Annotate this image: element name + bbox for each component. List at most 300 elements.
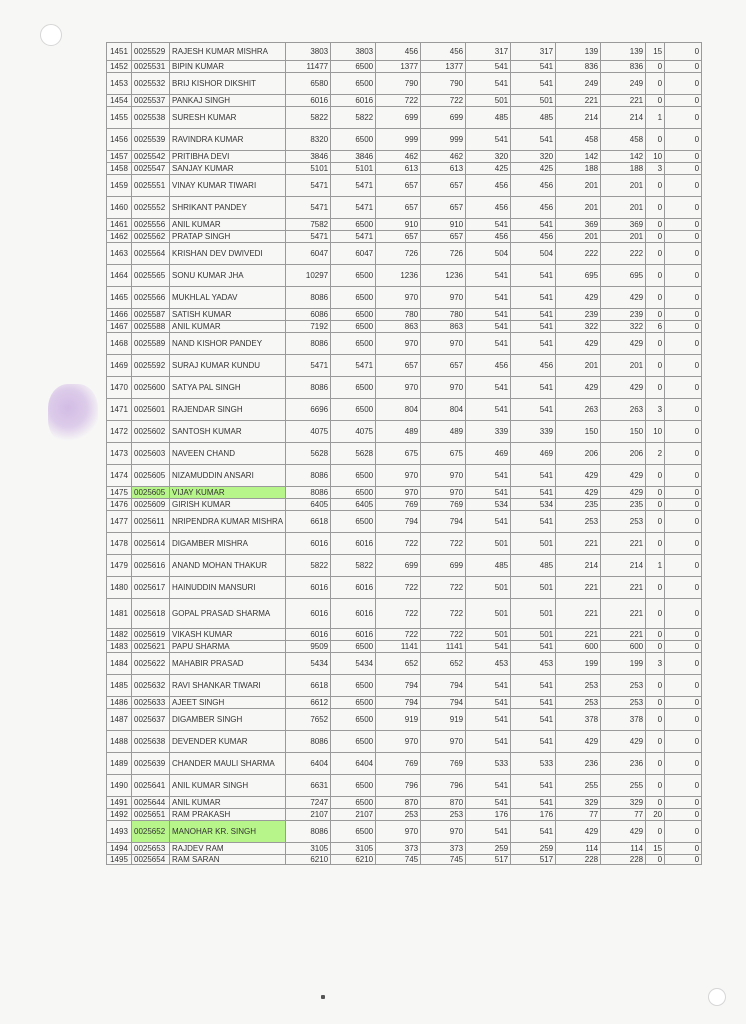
amount-cell: 6500 bbox=[331, 219, 376, 231]
amount-cell: 0 bbox=[646, 599, 665, 629]
amount-cell: 863 bbox=[376, 321, 421, 333]
amount-cell: 453 bbox=[511, 653, 556, 675]
amount-cell: 1 bbox=[646, 555, 665, 577]
employee-id-cell: 0025532 bbox=[132, 73, 170, 95]
amount-cell: 0 bbox=[665, 399, 702, 421]
amount-cell: 6086 bbox=[286, 309, 331, 321]
amount-cell: 6047 bbox=[286, 243, 331, 265]
amount-cell: 699 bbox=[376, 107, 421, 129]
amount-cell: 541 bbox=[466, 775, 511, 797]
amount-cell: 4075 bbox=[331, 421, 376, 443]
amount-cell: 722 bbox=[421, 95, 466, 107]
amount-cell: 2 bbox=[646, 443, 665, 465]
amount-cell: 255 bbox=[556, 775, 601, 797]
amount-cell: 541 bbox=[466, 797, 511, 809]
amount-cell: 0 bbox=[665, 797, 702, 809]
employee-name-cell: VIKASH KUMAR bbox=[170, 629, 286, 641]
amount-cell: 0 bbox=[646, 577, 665, 599]
employee-name-cell: BRIJ KISHOR DIKSHIT bbox=[170, 73, 286, 95]
amount-cell: 3846 bbox=[286, 151, 331, 163]
amount-cell: 462 bbox=[421, 151, 466, 163]
amount-cell: 2107 bbox=[286, 809, 331, 821]
table-row bbox=[107, 355, 702, 377]
table-row bbox=[107, 377, 702, 399]
amount-cell: 0 bbox=[665, 197, 702, 219]
table-row bbox=[107, 287, 702, 309]
amount-cell: 373 bbox=[421, 843, 466, 855]
employee-name-cell: ANIL KUMAR bbox=[170, 797, 286, 809]
amount-cell: 534 bbox=[511, 499, 556, 511]
amount-cell: 10297 bbox=[286, 265, 331, 287]
amount-cell: 317 bbox=[466, 43, 511, 61]
amount-cell: 5471 bbox=[331, 231, 376, 243]
amount-cell: 1236 bbox=[376, 265, 421, 287]
amount-cell: 541 bbox=[466, 287, 511, 309]
amount-cell: 429 bbox=[601, 377, 646, 399]
amount-cell: 114 bbox=[556, 843, 601, 855]
employee-id-cell: 0025562 bbox=[132, 231, 170, 243]
serial-number-cell: 1464 bbox=[107, 265, 132, 287]
amount-cell: 970 bbox=[376, 731, 421, 753]
employee-id-cell: 0025616 bbox=[132, 555, 170, 577]
amount-cell: 790 bbox=[421, 73, 466, 95]
table-row bbox=[107, 753, 702, 775]
employee-id-cell: 0025566 bbox=[132, 287, 170, 309]
employee-name-cell: ANAND MOHAN THAKUR bbox=[170, 555, 286, 577]
amount-cell: 429 bbox=[601, 487, 646, 499]
amount-cell: 769 bbox=[421, 753, 466, 775]
employee-id-cell: 0025565 bbox=[132, 265, 170, 287]
employee-id-cell: 0025622 bbox=[132, 653, 170, 675]
amount-cell: 999 bbox=[376, 129, 421, 151]
employee-id-cell: 0025605 bbox=[132, 487, 170, 499]
amount-cell: 657 bbox=[421, 355, 466, 377]
amount-cell: 541 bbox=[466, 333, 511, 355]
amount-cell: 6500 bbox=[331, 61, 376, 73]
amount-cell: 458 bbox=[556, 129, 601, 151]
employee-name-cell: SURESH KUMAR bbox=[170, 107, 286, 129]
amount-cell: 0 bbox=[665, 499, 702, 511]
serial-number-cell: 1454 bbox=[107, 95, 132, 107]
amount-cell: 6618 bbox=[286, 511, 331, 533]
employee-id-cell: 0025601 bbox=[132, 399, 170, 421]
amount-cell: 790 bbox=[376, 73, 421, 95]
amount-cell: 0 bbox=[646, 95, 665, 107]
amount-cell: 214 bbox=[556, 555, 601, 577]
employee-name-cell: ANIL KUMAR bbox=[170, 219, 286, 231]
serial-number-cell: 1481 bbox=[107, 599, 132, 629]
amount-cell: 863 bbox=[421, 321, 466, 333]
employee-id-cell: 0025587 bbox=[132, 309, 170, 321]
amount-cell: 6500 bbox=[331, 321, 376, 333]
amount-cell: 456 bbox=[511, 175, 556, 197]
amount-cell: 9509 bbox=[286, 641, 331, 653]
employee-name-cell: RAJESH KUMAR MISHRA bbox=[170, 43, 286, 61]
amount-cell: 6500 bbox=[331, 675, 376, 697]
amount-cell: 221 bbox=[556, 629, 601, 641]
amount-cell: 6500 bbox=[331, 309, 376, 321]
amount-cell: 0 bbox=[646, 499, 665, 511]
serial-number-cell: 1478 bbox=[107, 533, 132, 555]
amount-cell: 8320 bbox=[286, 129, 331, 151]
amount-cell: 722 bbox=[376, 599, 421, 629]
employee-name-cell: RAM SARAN bbox=[170, 855, 286, 865]
amount-cell: 870 bbox=[376, 797, 421, 809]
amount-cell: 221 bbox=[601, 577, 646, 599]
employee-id-cell: 0025611 bbox=[132, 511, 170, 533]
amount-cell: 0 bbox=[665, 675, 702, 697]
amount-cell: 456 bbox=[511, 197, 556, 219]
amount-cell: 6016 bbox=[331, 577, 376, 599]
amount-cell: 7652 bbox=[286, 709, 331, 731]
amount-cell: 6 bbox=[646, 321, 665, 333]
amount-cell: 0 bbox=[665, 843, 702, 855]
amount-cell: 5434 bbox=[331, 653, 376, 675]
table-row bbox=[107, 465, 702, 487]
amount-cell: 517 bbox=[511, 855, 556, 865]
amount-cell: 199 bbox=[601, 653, 646, 675]
amount-cell: 0 bbox=[665, 709, 702, 731]
amount-cell: 253 bbox=[601, 511, 646, 533]
table-row bbox=[107, 641, 702, 653]
amount-cell: 0 bbox=[665, 533, 702, 555]
amount-cell: 999 bbox=[421, 129, 466, 151]
amount-cell: 214 bbox=[601, 107, 646, 129]
table-row bbox=[107, 843, 702, 855]
amount-cell: 970 bbox=[421, 487, 466, 499]
table-row bbox=[107, 629, 702, 641]
amount-cell: 613 bbox=[376, 163, 421, 175]
amount-cell: 176 bbox=[466, 809, 511, 821]
amount-cell: 0 bbox=[646, 73, 665, 95]
amount-cell: 699 bbox=[421, 107, 466, 129]
amount-cell: 6618 bbox=[286, 675, 331, 697]
amount-cell: 6500 bbox=[331, 821, 376, 843]
amount-cell: 6016 bbox=[286, 95, 331, 107]
amount-cell: 206 bbox=[556, 443, 601, 465]
amount-cell: 541 bbox=[466, 697, 511, 709]
table-row bbox=[107, 107, 702, 129]
amount-cell: 322 bbox=[556, 321, 601, 333]
amount-cell: 534 bbox=[466, 499, 511, 511]
amount-cell: 263 bbox=[556, 399, 601, 421]
amount-cell: 970 bbox=[421, 287, 466, 309]
amount-cell: 429 bbox=[556, 287, 601, 309]
amount-cell: 796 bbox=[421, 775, 466, 797]
amount-cell: 722 bbox=[421, 599, 466, 629]
table-row bbox=[107, 243, 702, 265]
amount-cell: 1141 bbox=[421, 641, 466, 653]
employee-id-cell: 0025641 bbox=[132, 775, 170, 797]
serial-number-cell: 1484 bbox=[107, 653, 132, 675]
table-row bbox=[107, 821, 702, 843]
amount-cell: 11477 bbox=[286, 61, 331, 73]
amount-cell: 794 bbox=[376, 675, 421, 697]
serial-number-cell: 1469 bbox=[107, 355, 132, 377]
employee-name-cell: KRISHAN DEV DWIVEDI bbox=[170, 243, 286, 265]
amount-cell: 6016 bbox=[331, 95, 376, 107]
amount-cell: 0 bbox=[646, 697, 665, 709]
amount-cell: 485 bbox=[466, 555, 511, 577]
amount-cell: 541 bbox=[511, 321, 556, 333]
amount-cell: 6500 bbox=[331, 287, 376, 309]
amount-cell: 6016 bbox=[331, 533, 376, 555]
serial-number-cell: 1470 bbox=[107, 377, 132, 399]
employee-name-cell: GOPAL PRASAD SHARMA bbox=[170, 599, 286, 629]
amount-cell: 501 bbox=[466, 533, 511, 555]
amount-cell: 970 bbox=[376, 287, 421, 309]
table-row bbox=[107, 95, 702, 107]
serial-number-cell: 1457 bbox=[107, 151, 132, 163]
amount-cell: 0 bbox=[665, 809, 702, 821]
amount-cell: 469 bbox=[511, 443, 556, 465]
amount-cell: 429 bbox=[556, 377, 601, 399]
amount-cell: 253 bbox=[556, 675, 601, 697]
serial-number-cell: 1458 bbox=[107, 163, 132, 175]
amount-cell: 501 bbox=[511, 629, 556, 641]
employee-id-cell: 0025600 bbox=[132, 377, 170, 399]
serial-number-cell: 1452 bbox=[107, 61, 132, 73]
amount-cell: 429 bbox=[601, 821, 646, 843]
amount-cell: 221 bbox=[556, 599, 601, 629]
amount-cell: 253 bbox=[556, 697, 601, 709]
employee-id-cell: 0025654 bbox=[132, 855, 170, 865]
amount-cell: 221 bbox=[556, 533, 601, 555]
amount-cell: 253 bbox=[601, 675, 646, 697]
amount-cell: 0 bbox=[646, 175, 665, 197]
amount-cell: 5101 bbox=[286, 163, 331, 175]
amount-cell: 0 bbox=[665, 73, 702, 95]
amount-cell: 462 bbox=[376, 151, 421, 163]
amount-cell: 541 bbox=[511, 309, 556, 321]
amount-cell: 378 bbox=[556, 709, 601, 731]
amount-cell: 501 bbox=[511, 95, 556, 107]
amount-cell: 836 bbox=[556, 61, 601, 73]
amount-cell: 253 bbox=[376, 809, 421, 821]
amount-cell: 541 bbox=[466, 399, 511, 421]
amount-cell: 485 bbox=[511, 107, 556, 129]
amount-cell: 6016 bbox=[286, 629, 331, 641]
amount-cell: 6500 bbox=[331, 511, 376, 533]
employee-name-cell: AJEET SINGH bbox=[170, 697, 286, 709]
amount-cell: 0 bbox=[665, 175, 702, 197]
amount-cell: 652 bbox=[421, 653, 466, 675]
amount-cell: 970 bbox=[376, 821, 421, 843]
employee-name-cell: SHRIKANT PANDEY bbox=[170, 197, 286, 219]
amount-cell: 114 bbox=[601, 843, 646, 855]
amount-cell: 541 bbox=[511, 333, 556, 355]
amount-cell: 15 bbox=[646, 43, 665, 61]
amount-cell: 541 bbox=[511, 287, 556, 309]
amount-cell: 429 bbox=[601, 333, 646, 355]
amount-cell: 77 bbox=[601, 809, 646, 821]
amount-cell: 222 bbox=[556, 243, 601, 265]
amount-cell: 657 bbox=[376, 355, 421, 377]
amount-cell: 541 bbox=[466, 641, 511, 653]
serial-number-cell: 1462 bbox=[107, 231, 132, 243]
amount-cell: 249 bbox=[601, 73, 646, 95]
amount-cell: 0 bbox=[665, 511, 702, 533]
punch-hole-bottom bbox=[708, 988, 726, 1006]
table-row bbox=[107, 175, 702, 197]
table-row bbox=[107, 599, 702, 629]
amount-cell: 722 bbox=[376, 629, 421, 641]
amount-cell: 541 bbox=[511, 797, 556, 809]
amount-cell: 970 bbox=[421, 465, 466, 487]
amount-cell: 5471 bbox=[286, 175, 331, 197]
amount-cell: 485 bbox=[466, 107, 511, 129]
employee-id-cell: 0025619 bbox=[132, 629, 170, 641]
amount-cell: 0 bbox=[665, 697, 702, 709]
amount-cell: 0 bbox=[665, 321, 702, 333]
amount-cell: 541 bbox=[511, 821, 556, 843]
amount-cell: 469 bbox=[466, 443, 511, 465]
employee-id-cell: 0025617 bbox=[132, 577, 170, 599]
amount-cell: 6500 bbox=[331, 399, 376, 421]
serial-number-cell: 1471 bbox=[107, 399, 132, 421]
amount-cell: 139 bbox=[601, 43, 646, 61]
amount-cell: 501 bbox=[466, 599, 511, 629]
amount-cell: 794 bbox=[421, 675, 466, 697]
amount-cell: 429 bbox=[601, 287, 646, 309]
serial-number-cell: 1456 bbox=[107, 129, 132, 151]
amount-cell: 8086 bbox=[286, 287, 331, 309]
serial-number-cell: 1463 bbox=[107, 243, 132, 265]
employee-id-cell: 0025556 bbox=[132, 219, 170, 231]
amount-cell: 0 bbox=[665, 163, 702, 175]
amount-cell: 201 bbox=[601, 175, 646, 197]
amount-cell: 6500 bbox=[331, 641, 376, 653]
employee-id-cell: 0025651 bbox=[132, 809, 170, 821]
table-row bbox=[107, 555, 702, 577]
amount-cell: 6210 bbox=[286, 855, 331, 865]
employee-name-cell: SURAJ KUMAR KUNDU bbox=[170, 355, 286, 377]
employee-id-cell: 0025644 bbox=[132, 797, 170, 809]
employee-name-cell: PRATAP SINGH bbox=[170, 231, 286, 243]
amount-cell: 0 bbox=[665, 775, 702, 797]
amount-cell: 533 bbox=[466, 753, 511, 775]
amount-cell: 0 bbox=[646, 641, 665, 653]
table-row bbox=[107, 675, 702, 697]
amount-cell: 456 bbox=[376, 43, 421, 61]
employee-id-cell: 0025531 bbox=[132, 61, 170, 73]
amount-cell: 456 bbox=[466, 231, 511, 243]
amount-cell: 5822 bbox=[331, 555, 376, 577]
serial-number-cell: 1482 bbox=[107, 629, 132, 641]
amount-cell: 6500 bbox=[331, 377, 376, 399]
amount-cell: 0 bbox=[665, 487, 702, 499]
employee-name-cell: RAVI SHANKAR TIWARI bbox=[170, 675, 286, 697]
amount-cell: 699 bbox=[421, 555, 466, 577]
employee-name-cell: SATYA PAL SINGH bbox=[170, 377, 286, 399]
employee-name-cell: ANIL KUMAR bbox=[170, 321, 286, 333]
employee-name-cell: SANTOSH KUMAR bbox=[170, 421, 286, 443]
amount-cell: 0 bbox=[646, 219, 665, 231]
amount-cell: 429 bbox=[556, 487, 601, 499]
amount-cell: 235 bbox=[556, 499, 601, 511]
amount-cell: 201 bbox=[556, 175, 601, 197]
amount-cell: 970 bbox=[376, 377, 421, 399]
amount-cell: 919 bbox=[376, 709, 421, 731]
serial-number-cell: 1465 bbox=[107, 287, 132, 309]
amount-cell: 6404 bbox=[286, 753, 331, 775]
employee-name-cell: GIRISH KUMAR bbox=[170, 499, 286, 511]
amount-cell: 77 bbox=[556, 809, 601, 821]
amount-cell: 6016 bbox=[286, 599, 331, 629]
serial-number-cell: 1492 bbox=[107, 809, 132, 821]
amount-cell: 541 bbox=[511, 641, 556, 653]
employee-name-cell: SONU KUMAR JHA bbox=[170, 265, 286, 287]
employee-name-cell: PAPU SHARMA bbox=[170, 641, 286, 653]
amount-cell: 201 bbox=[556, 355, 601, 377]
amount-cell: 0 bbox=[665, 653, 702, 675]
amount-cell: 600 bbox=[556, 641, 601, 653]
table-row bbox=[107, 577, 702, 599]
amount-cell: 222 bbox=[601, 243, 646, 265]
amount-cell: 10 bbox=[646, 151, 665, 163]
table-row bbox=[107, 309, 702, 321]
amount-cell: 541 bbox=[511, 377, 556, 399]
amount-cell: 456 bbox=[466, 175, 511, 197]
amount-cell: 541 bbox=[511, 697, 556, 709]
amount-cell: 501 bbox=[466, 577, 511, 599]
amount-cell: 5471 bbox=[331, 197, 376, 219]
table-row bbox=[107, 499, 702, 511]
table-row bbox=[107, 73, 702, 95]
serial-number-cell: 1451 bbox=[107, 43, 132, 61]
amount-cell: 3105 bbox=[331, 843, 376, 855]
amount-cell: 541 bbox=[511, 265, 556, 287]
amount-cell: 0 bbox=[665, 421, 702, 443]
amount-cell: 317 bbox=[511, 43, 556, 61]
amount-cell: 320 bbox=[466, 151, 511, 163]
amount-cell: 745 bbox=[376, 855, 421, 865]
amount-cell: 214 bbox=[601, 555, 646, 577]
amount-cell: 201 bbox=[556, 231, 601, 243]
table-row bbox=[107, 855, 702, 865]
serial-number-cell: 1476 bbox=[107, 499, 132, 511]
amount-cell: 769 bbox=[421, 499, 466, 511]
amount-cell: 0 bbox=[646, 61, 665, 73]
employee-name-cell: CHANDER MAULI SHARMA bbox=[170, 753, 286, 775]
amount-cell: 1236 bbox=[421, 265, 466, 287]
table-row bbox=[107, 151, 702, 163]
amount-cell: 919 bbox=[421, 709, 466, 731]
table-row bbox=[107, 61, 702, 73]
amount-cell: 201 bbox=[601, 197, 646, 219]
amount-cell: 0 bbox=[665, 43, 702, 61]
amount-cell: 0 bbox=[646, 797, 665, 809]
employee-id-cell: 0025551 bbox=[132, 175, 170, 197]
table-row bbox=[107, 265, 702, 287]
amount-cell: 501 bbox=[511, 533, 556, 555]
serial-number-cell: 1455 bbox=[107, 107, 132, 129]
serial-number-cell: 1491 bbox=[107, 797, 132, 809]
serial-number-cell: 1474 bbox=[107, 465, 132, 487]
amount-cell: 429 bbox=[556, 465, 601, 487]
amount-cell: 8086 bbox=[286, 821, 331, 843]
amount-cell: 3 bbox=[646, 653, 665, 675]
amount-cell: 794 bbox=[421, 697, 466, 709]
salary-table-body bbox=[107, 43, 702, 865]
amount-cell: 0 bbox=[665, 555, 702, 577]
serial-number-cell: 1494 bbox=[107, 843, 132, 855]
amount-cell: 7582 bbox=[286, 219, 331, 231]
amount-cell: 541 bbox=[511, 731, 556, 753]
ink-stamp-smudge bbox=[48, 384, 98, 444]
serial-number-cell: 1472 bbox=[107, 421, 132, 443]
amount-cell: 489 bbox=[376, 421, 421, 443]
